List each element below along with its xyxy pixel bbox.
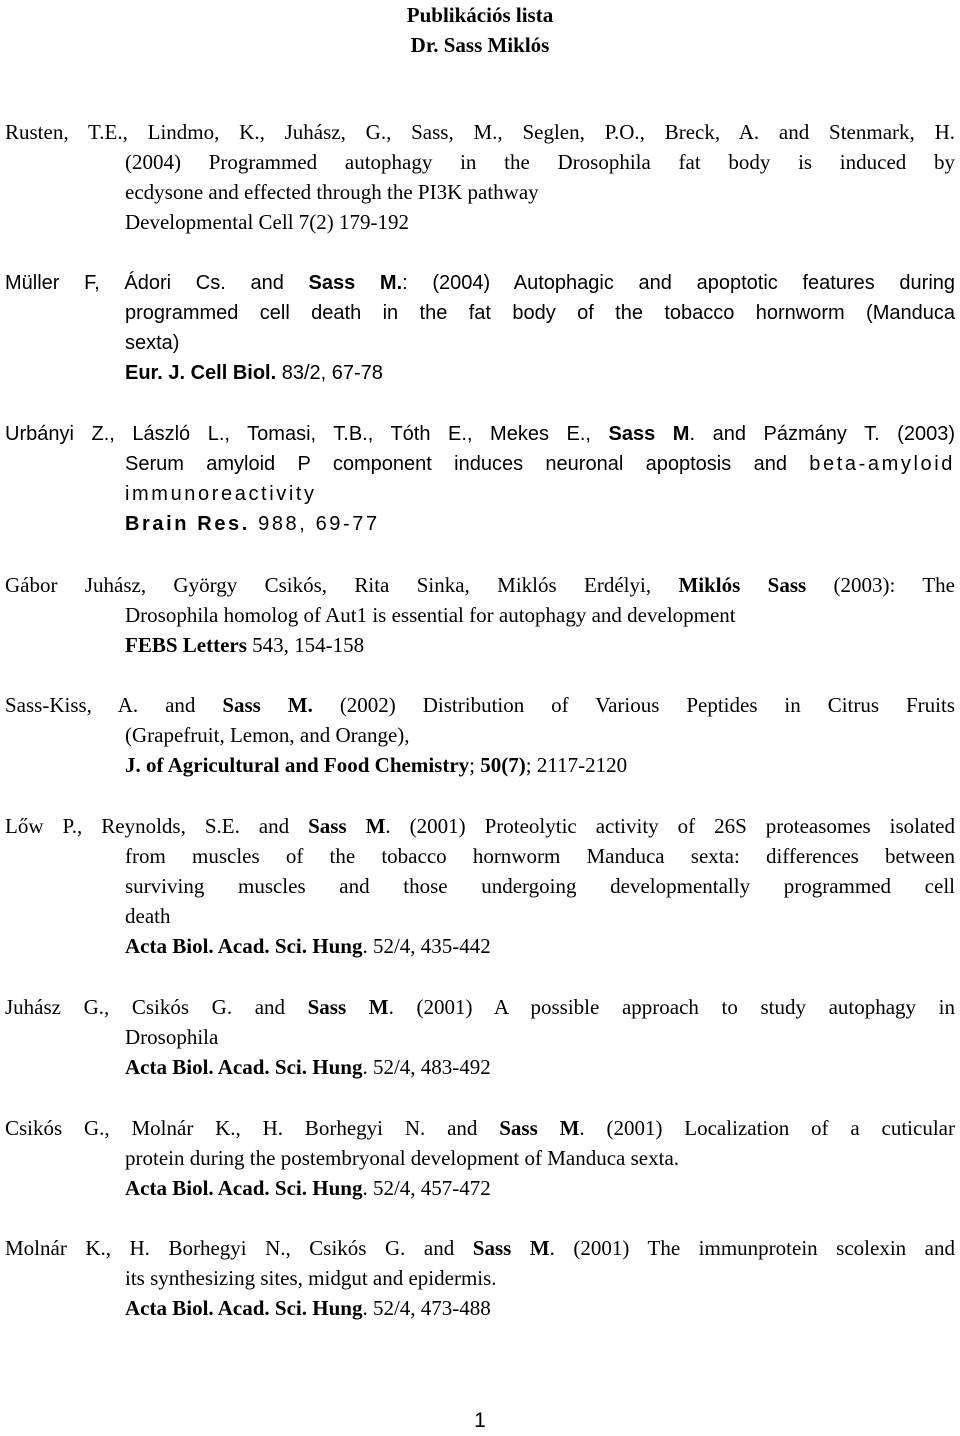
entry-authors: Gábor Juhász, György Csikós, Rita Sinka, Miklós Erdélyi, Miklós Sass (2003): The xyxy=(5,573,955,597)
page-number: 1 xyxy=(474,1409,486,1432)
publication-entry xyxy=(5,117,955,237)
entry-title-line: (Grapefruit, Lemon, and Orange), xyxy=(125,723,410,747)
entry-journal: Brain Res. 988, 69-77 xyxy=(125,513,380,535)
entry-authors: Müller F, Ádori Cs. and Sass M.: (2004) Autophagic and apoptotic features during xyxy=(5,272,955,294)
entry-authors: Rusten, T.E., Lindmo, K., Juhász, G., Sass, M., Seglen, P.O., Breck, A. and Stenmark, H. xyxy=(5,120,955,144)
highlighted-author: Sass M xyxy=(472,1236,550,1260)
entry-title-line: its synthesizing sites, midgut and epidermis. xyxy=(125,1266,497,1290)
entry-title-line: protein during the postembryonal development of Manduca sexta. xyxy=(125,1146,680,1170)
entry-journal: Eur. J. Cell Biol. 83/2, 67-78 xyxy=(125,362,383,384)
entry-title-line: ecdysone and effected through the PI3K pathway xyxy=(125,180,539,204)
highlighted-author: Miklós Sass xyxy=(678,573,807,597)
entry-journal: Developmental Cell 7(2) 179-192 xyxy=(125,210,410,234)
highlighted-author: Sass M xyxy=(308,814,386,838)
entry-authors: Csikós G., Molnár K., H. Borhegyi N. and Sass M. (2001) Localization of a cuticular xyxy=(5,1116,955,1140)
entry-title-line: Drosophila xyxy=(125,1025,219,1049)
publication-entry xyxy=(5,690,955,780)
entry-authors: Urbányi Z., László L., Tomasi, T.B., Tóth E., Mekes E., Sass M. and Pázmány T. (2003) xyxy=(5,423,955,445)
publication-entry xyxy=(5,268,955,388)
entry-journal: Acta Biol. Acad. Sci. Hung. 52/4, 457-472 xyxy=(125,1176,491,1200)
entry-title-line: programmed cell death in the fat body of the tobacco hornworm (Manduca xyxy=(125,302,955,324)
entry-journal: FEBS Letters 543, 154-158 xyxy=(125,633,365,657)
entry-authors: Sass-Kiss, A. and Sass M. (2002) Distribution of Various Peptides in Citrus Fruits xyxy=(5,693,955,717)
entry-title-line: Serum amyloid P component induces neuronal apoptosis and beta-amyloid xyxy=(125,453,955,475)
page-title: Publikációs lista xyxy=(406,3,554,27)
highlighted-author: Sass M. xyxy=(222,693,313,717)
publication-entry xyxy=(5,811,955,961)
entry-title-line: from muscles of the tobacco hornworm Manduca sexta: differences between xyxy=(125,844,955,868)
highlighted-author: Sass M xyxy=(307,995,389,1019)
entry-title-line: sexta) xyxy=(125,332,180,354)
publication-entry xyxy=(5,419,955,539)
entry-title-line: death xyxy=(125,904,171,928)
publication-entry xyxy=(5,1113,955,1203)
publication-entry xyxy=(5,992,955,1082)
entry-title-line: surviving muscles and those undergoing developmentally programmed cell xyxy=(125,874,955,898)
entry-journal: Acta Biol. Acad. Sci. Hung. 52/4, 473-488 xyxy=(125,1296,491,1320)
author-name: Dr. Sass Miklós xyxy=(410,33,550,57)
publication-entry xyxy=(5,570,955,660)
entry-title-line: (2004) Programmed autophagy in the Drosophila fat body is induced by xyxy=(125,150,955,174)
highlighted-author: Sass M xyxy=(499,1116,580,1140)
entry-authors: Molnár K., H. Borhegyi N., Csikós G. and Sass M. (2001) The immunprotein scolexin and xyxy=(5,1236,955,1260)
highlighted-author: Sass M. xyxy=(308,272,403,294)
entry-journal: J. of Agricultural and Food Chemistry; 50(7); 2117-2120 xyxy=(125,753,628,777)
highlighted-author: Sass M xyxy=(608,423,690,445)
entry-authors: Lőw P., Reynolds, S.E. and Sass M. (2001) Proteolytic activity of 26S proteasomes isolated xyxy=(5,814,955,838)
entry-title-line: immunoreactivity xyxy=(125,483,317,505)
entry-journal: Acta Biol. Acad. Sci. Hung. 52/4, 435-442 xyxy=(125,934,491,958)
entry-title-line: Drosophila homolog of Aut1 is essential for autophagy and development xyxy=(125,603,736,627)
entry-authors: Juhász G., Csikós G. and Sass M. (2001) A possible approach to study autophagy in xyxy=(5,995,955,1019)
entry-journal: Acta Biol. Acad. Sci. Hung. 52/4, 483-492 xyxy=(125,1055,491,1079)
publication-entry xyxy=(5,1233,955,1323)
